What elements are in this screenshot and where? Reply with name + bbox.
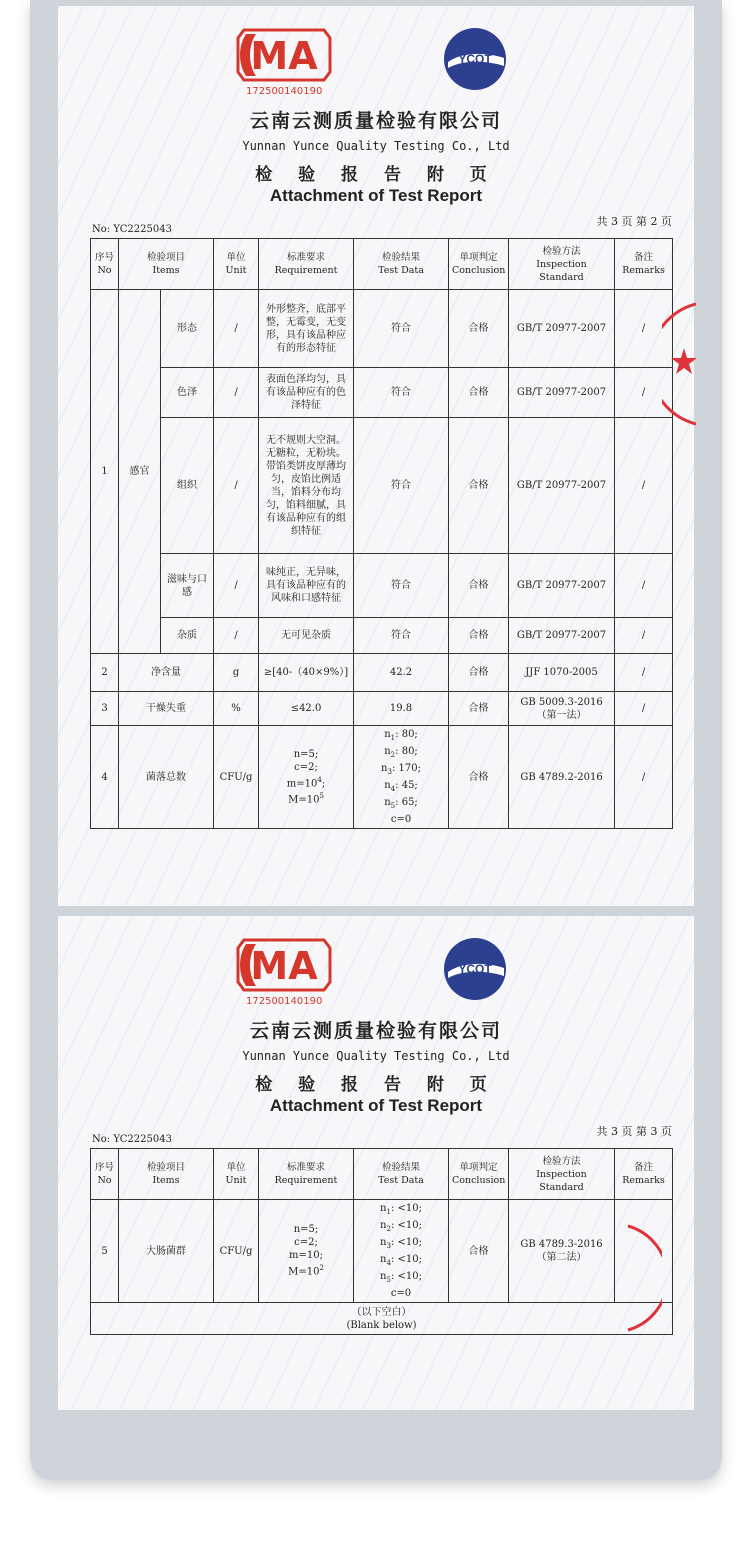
remark: / — [615, 418, 673, 554]
table-header-row — [91, 1149, 673, 1200]
ycqt-logo-text: YCQT — [458, 962, 492, 976]
official-seal-stamp-icon — [662, 302, 696, 426]
blank-below-en: (Blank below) — [346, 1319, 417, 1331]
result: 符合 — [354, 554, 449, 618]
result-n5: <10; — [397, 1271, 422, 1282]
method: GB/T 20977-2007 — [509, 368, 615, 418]
header-conclusion: 单项判定 Conclusion — [449, 1149, 509, 1200]
header-requirement: 标准要求 Requirement — [259, 1149, 354, 1200]
result-c: c=0 — [390, 814, 412, 825]
item-name: 干燥失重 — [119, 692, 214, 726]
item-name: 杂质 — [161, 618, 214, 654]
method: GB/T 20977-2007 — [509, 618, 615, 654]
official-seal-stamp-icon — [622, 1224, 662, 1332]
requirement: ≤42.0 — [259, 692, 354, 726]
conclusion: 合格 — [449, 554, 509, 618]
req-line: m=10; — [289, 1250, 323, 1262]
method: GB/T 20977-2007 — [509, 554, 615, 618]
result-n4: 45; — [401, 780, 418, 791]
header-method: 检验方法 Inspection Standard — [509, 239, 615, 290]
remark: / — [615, 726, 673, 829]
requirement: 味纯正，无异味，具有该品种应有的风味和口感特征 — [259, 554, 354, 618]
company-name-cn: 云南云测质量检验有限公司 — [249, 1020, 502, 1042]
header-method: 检验方法 Inspection Standard — [509, 1149, 615, 1200]
requirement: ≥[40-（40×9%）] — [259, 654, 354, 692]
remark: / — [615, 554, 673, 618]
cma-logo-icon — [236, 26, 332, 84]
remark: / — [615, 290, 673, 368]
result: 符合 — [354, 290, 449, 368]
conclusion: 合格 — [449, 654, 509, 692]
requirement: 无不规则大空洞。无糖粒，无粉块。带馅类饼皮厚薄均匀，皮馅比例适当，馅料分布均匀，馅料细腻，具有该品种应有的组织特征 — [259, 418, 354, 554]
table-row — [91, 618, 673, 654]
result-n5: 65; — [401, 797, 418, 808]
report-title-cn: 检 验 报 告 附 页 — [255, 165, 497, 185]
conclusion: 合格 — [449, 618, 509, 654]
unit: % — [214, 692, 259, 726]
unit: / — [214, 554, 259, 618]
ycqt-logo-text: YCQT — [458, 52, 492, 66]
report-number: No: YC2225043 — [92, 224, 172, 235]
result: 符合 — [354, 418, 449, 554]
cma-logo-icon — [236, 936, 332, 994]
item-name: 色泽 — [161, 368, 214, 418]
method: GB 4789.2-2016 — [509, 726, 615, 829]
item-name: 滋味与口感 — [161, 554, 214, 618]
req-exponent: 2 — [319, 1264, 324, 1273]
company-name-en: Yunnan Yunce Quality Testing Co., Ltd — [242, 1049, 510, 1063]
unit: / — [214, 418, 259, 554]
req-exponent: 5 — [319, 792, 324, 800]
method: GB/T 20977-2007 — [509, 290, 615, 368]
req-exponent: 4 — [317, 775, 322, 784]
results-table — [90, 238, 673, 829]
group-name: 感官 — [119, 290, 161, 654]
report-title-en: Attachment of Test Report — [269, 186, 483, 205]
table-row — [91, 554, 673, 618]
result-n3: 170; — [398, 763, 421, 774]
requirement: n=5; c=2; $m=10^4$; $M=10^5$ — [259, 726, 354, 829]
ycqt-logo-icon — [442, 936, 508, 1002]
unit: / — [214, 368, 259, 418]
result: 符合 — [354, 368, 449, 418]
unit: g — [214, 654, 259, 692]
company-name-en: Yunnan Yunce Quality Testing Co., Ltd — [242, 139, 510, 153]
item-name: 大肠菌群 — [119, 1200, 214, 1303]
blank-below-cn: （以下空白） — [351, 1306, 412, 1318]
result-n2: <10; — [397, 1220, 422, 1231]
report-header — [58, 916, 694, 1145]
row-no: 5 — [91, 1200, 119, 1303]
conclusion: 合格 — [449, 290, 509, 368]
header-conclusion: 单项判定 Conclusion — [449, 239, 509, 290]
conclusion: 合格 — [449, 692, 509, 726]
table-row — [91, 692, 673, 726]
result-n1: 80; — [401, 729, 418, 740]
unit: CFU/g — [214, 726, 259, 829]
table-row — [91, 290, 673, 368]
table-header-row — [91, 239, 673, 290]
req-line: c=2; — [294, 1237, 318, 1249]
header-result: 检验结果 Test Data — [354, 239, 449, 290]
company-name-cn: 云南云测质量检验有限公司 — [249, 110, 502, 132]
remark: / — [615, 692, 673, 726]
header-unit: 单位 Unit — [214, 239, 259, 290]
conclusion: 合格 — [449, 368, 509, 418]
result: $n_1$: 80; $n_2$: 80; $n_3$: 170; $n_4$: 45; $n_5$: 65; c=0 — [354, 726, 449, 829]
page-info: 共 3 页 第 2 页 — [596, 215, 672, 228]
table-row — [91, 1200, 673, 1303]
header-item: 检验项目 Items — [119, 1149, 214, 1200]
result-c: c=0 — [390, 1288, 412, 1299]
item-name: 净含量 — [119, 654, 214, 692]
requirement: 表面色泽均匀，具有该品种应有的色泽特征 — [259, 368, 354, 418]
item-name: 组织 — [161, 418, 214, 554]
remark: / — [615, 368, 673, 418]
method: GB 4789.3-2016 （第二法） — [509, 1200, 615, 1303]
remark: / — [615, 654, 673, 692]
header-requirement: 标准要求 Requirement — [259, 239, 354, 290]
result-n2: 80; — [401, 746, 418, 757]
report-title-en: Attachment of Test Report — [269, 1096, 483, 1115]
header-remarks: 备注 Remarks — [615, 239, 673, 290]
table-row — [91, 654, 673, 692]
table-row — [91, 418, 673, 554]
report-number: No: YC2225043 — [92, 1134, 172, 1145]
header-remarks: 备注 Remarks — [615, 1149, 673, 1200]
result: $n_1$: <10; $n_2$: <10; $n_3$: <10; $n_4$: <10; $n_5$: <10; c=0 — [354, 1200, 449, 1303]
cma-number: 172500140190 — [246, 86, 323, 97]
req-line: m=10 — [286, 778, 318, 789]
svg-text:MA: MA — [250, 34, 318, 78]
ycqt-logo-icon — [442, 26, 508, 92]
row-no: 1 — [91, 290, 119, 654]
header-result: 检验结果 Test Data — [354, 1149, 449, 1200]
result: 42.2 — [354, 654, 449, 692]
req-line: n=5; — [293, 748, 319, 760]
item-name: 形态 — [161, 290, 214, 368]
result: 符合 — [354, 618, 449, 654]
svg-text:MA: MA — [250, 944, 318, 988]
unit: CFU/g — [214, 1200, 259, 1303]
result-n1: <10; — [397, 1203, 422, 1214]
row-no: 4 — [91, 726, 119, 829]
req-line: M=10 — [288, 1266, 320, 1278]
blank-below — [91, 1303, 673, 1335]
results-table — [90, 1148, 673, 1335]
cma-number: 172500140190 — [246, 996, 323, 1007]
result-n4: <10; — [397, 1254, 422, 1265]
blank-below-row — [91, 1303, 673, 1335]
remark: / — [615, 618, 673, 654]
table-row — [91, 726, 673, 829]
result: 19.8 — [354, 692, 449, 726]
requirement — [259, 1200, 354, 1303]
method: GB/T 20977-2007 — [509, 418, 615, 554]
requirement: 外形整齐，底部平整，无霉变，无变形，具有该品种应有的形态特征 — [259, 290, 354, 368]
unit: / — [214, 290, 259, 368]
row-no: 2 — [91, 654, 119, 692]
conclusion: 合格 — [449, 418, 509, 554]
result-n3: <10; — [397, 1237, 422, 1248]
req-line: M=10 — [288, 794, 320, 806]
item-name: 菌落总数 — [119, 726, 214, 829]
header-seq: 序号 No — [91, 239, 119, 290]
unit: / — [214, 618, 259, 654]
method: JJF 1070-2005 — [509, 654, 615, 692]
conclusion: 合格 — [449, 1200, 509, 1303]
method: GB 5009.3-2016 （第一法） — [509, 692, 615, 726]
req-line: c=2; — [294, 761, 318, 773]
report-title-cn: 检 验 报 告 附 页 — [255, 1075, 497, 1095]
req-line: n=5; — [293, 1224, 319, 1236]
header-item: 检验项目 Items — [119, 239, 214, 290]
requirement: 无可见杂质 — [259, 618, 354, 654]
page-info: 共 3 页 第 3 页 — [596, 1125, 672, 1138]
row-no: 3 — [91, 692, 119, 726]
header-seq: 序号 No — [91, 1149, 119, 1200]
table-row — [91, 368, 673, 418]
report-page-3 — [58, 916, 694, 1410]
header-unit: 单位 Unit — [214, 1149, 259, 1200]
report-header — [58, 6, 694, 235]
report-page-2 — [58, 6, 694, 906]
conclusion: 合格 — [449, 726, 509, 829]
